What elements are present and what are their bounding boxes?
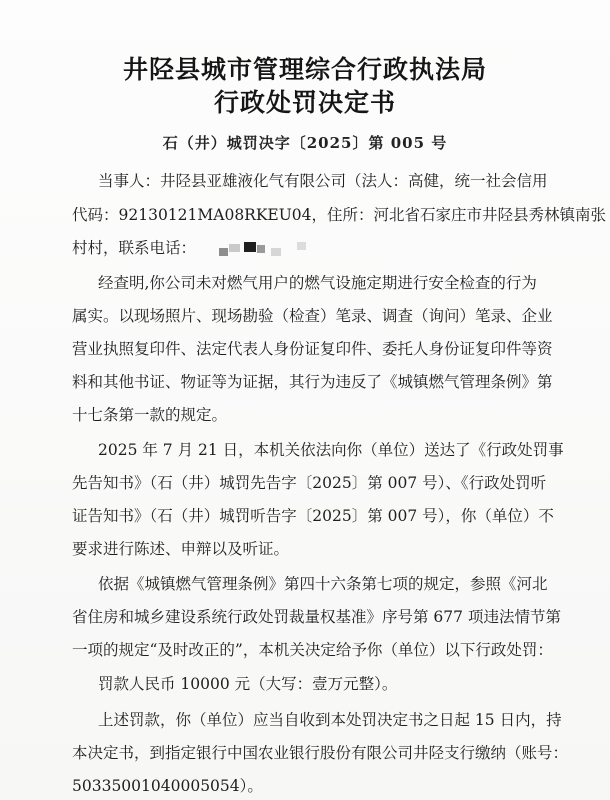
paragraph-line: 证告知书》（石（井）城罚听告字〔2025〕第 007 号），你（单位）不 (72, 507, 554, 525)
paragraph-line: 料和其他书证、物证等为证据，其行为违反了《城镇燃气管理条例》第 (72, 373, 553, 391)
paragraph-line: 一项的规定“及时改正的”，本机关决定给予你（单位）以下行政处罚： (72, 641, 553, 659)
redacted-phone-mosaic (219, 242, 309, 256)
paragraph-line: 依据《城镇燃气管理条例》第四十六条第七项的规定，参照《河北 (98, 575, 548, 593)
paragraph-line (72, 238, 309, 258)
paragraph-line: 本决定书，到指定银行中国农业银行股份有限公司井陉支行缴纳（账号： (72, 744, 569, 762)
paragraph-line: 当事人：井陉县亚雄液化气有限公司（法人：高健，统一社会信用 (98, 172, 548, 190)
paragraph-line: 十七条第一款的规定。 (72, 406, 228, 424)
paragraph-line: 上述罚款，你（单位）应当自收到本处罚决定书之日起 15 日内，持 (98, 711, 562, 729)
paragraph-line: 营业执照复印件、法定代表人身份证复印件、委托人身份证复印件等资 (72, 340, 553, 358)
document-title-line-2: 行政处罚决定书 (213, 88, 396, 117)
paragraph-line: 先告知书》（石（井）城罚先告字〔2025〕第 007 号）、《行政处罚听 (72, 474, 547, 492)
paragraph-line: 代码：92130121MA08RKEU04，住所：河北省石家庄市井陉县秀林镇南张 (72, 206, 607, 224)
phone-label: 村村，联系电话： (72, 239, 197, 257)
paragraph-line: 属实。以现场照片、现场勘验（检查）笔录、调查（询问）笔录、企业 (72, 307, 553, 325)
paragraph-line: 要求进行陈述、申辩以及听证。 (72, 540, 290, 558)
document-number: 石（井）城罚决字〔2025〕第 005 号 (162, 134, 448, 152)
paragraph-line: 50335001040005054）。 (72, 777, 263, 795)
paragraph-line: 2025 年 7 月 21 日，本机关依法向你（单位）送达了《行政处罚事 (98, 441, 564, 459)
penalty-amount-line: 罚款人民币 10000 元（大写：壹万元整）。 (98, 675, 398, 693)
paragraph-line: 省住房和城乡建设系统行政处罚裁量权基准》序号第 677 项违法情节第 (72, 608, 561, 626)
document-title-line-1: 井陉县城市管理综合行政执法局 (122, 55, 487, 84)
paragraph-line: 经查明,你公司未对燃气用户的燃气设施定期进行安全检查的行为 (98, 274, 537, 292)
